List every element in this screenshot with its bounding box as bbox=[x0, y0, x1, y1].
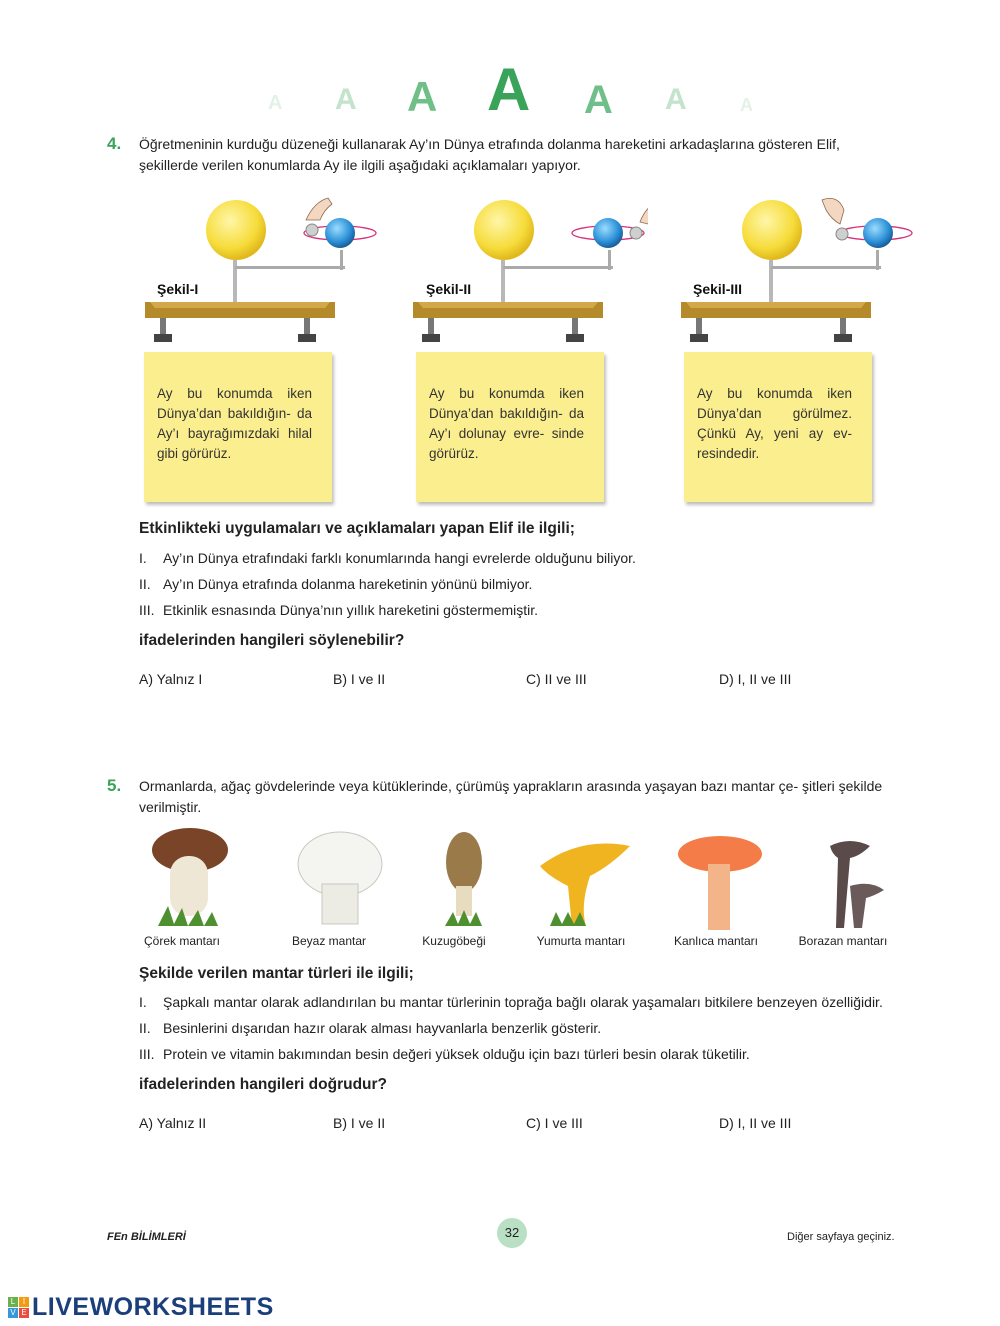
deco-letter: A bbox=[584, 78, 613, 122]
morel-mushroom-image bbox=[445, 832, 482, 926]
mushroom-label: Kanlıca mantarı bbox=[673, 934, 759, 948]
statement-iii bbox=[139, 602, 538, 618]
statement-ii bbox=[139, 1020, 601, 1036]
mushroom-label: Beyaz mantar bbox=[291, 934, 367, 948]
deco-letter: A bbox=[268, 92, 283, 114]
statement-i bbox=[139, 550, 636, 566]
q4-option-d[interactable]: D) I, II ve III bbox=[719, 671, 792, 687]
q4-option-a[interactable]: A) Yalnız I bbox=[139, 671, 203, 687]
note-1-text: Ay bu konumda iken Dünya’dan bakıldığın- da Ay’ı bayrağımızdaki hilal gibi görürüz. bbox=[157, 386, 312, 461]
mushroom-label: Yumurta mantarı bbox=[536, 934, 626, 948]
logo-letter: V bbox=[8, 1308, 18, 1318]
chanterelle-mushroom-image bbox=[540, 844, 630, 927]
question-5-text: Ormanlarda, ağaç gövdelerinde veya kütüklerinde, çürümüş yaprakların arasında yaşayan bazı mantar çe- şitleri şekilde verilmiştir. bbox=[139, 778, 883, 815]
liveworksheets-logo-icon bbox=[8, 1297, 30, 1319]
mushroom-label: Kuzugöbeği bbox=[422, 934, 486, 948]
logo-letter: I bbox=[19, 1297, 29, 1307]
statement-number: I. bbox=[139, 550, 147, 566]
footer-next-page: Diğer sayfaya geçiniz. bbox=[787, 1231, 895, 1243]
question-5-prompt: ifadelerinden hangileri doğrudur? bbox=[139, 1076, 388, 1093]
statement-text: Etkinlik esnasında Dünya’nın yıllık hareketini göstermemiştir. bbox=[163, 602, 539, 618]
deco-letter: A bbox=[487, 56, 531, 123]
mushroom-label: Borazan mantarı bbox=[798, 934, 888, 948]
mushroom-label: Çörek mantarı bbox=[143, 934, 221, 948]
statement-text: Ay’ın Dünya etrafındaki farklı konumlarında hangi evrelerde olduğunu biliyor. bbox=[163, 550, 636, 566]
question-4-heading: Etkinlikteki uygulamaları ve açıklamaları yapan Elif ile ilgili; bbox=[139, 520, 575, 537]
deco-letter: A bbox=[407, 73, 438, 120]
question-5-heading: Şekilde verilen mantar türleri ile ilgili; bbox=[139, 965, 414, 982]
mushroom-illustrations bbox=[130, 826, 910, 936]
q4-option-b[interactable]: B) I ve II bbox=[333, 671, 386, 687]
figure-2-label: Şekil-II bbox=[426, 281, 472, 297]
statement-number: III. bbox=[139, 1046, 155, 1062]
liveworksheets-brand: LIVEWORKSHEETS bbox=[32, 1293, 274, 1321]
note-2-text: Ay bu konumda iken Dünya’dan bakıldığın- da Ay’ı dolunay evre- sinde görürüz. bbox=[429, 386, 584, 461]
saffron-milkcap-image bbox=[678, 836, 762, 930]
page-number: 32 bbox=[497, 1218, 527, 1248]
logo-letter: L bbox=[8, 1297, 18, 1307]
q5-option-a[interactable]: A) Yalnız II bbox=[139, 1115, 207, 1131]
statement-number: III. bbox=[139, 602, 155, 618]
white-mushroom-image bbox=[298, 832, 382, 924]
statement-number: II. bbox=[139, 576, 151, 592]
q4-option-c[interactable]: C) II ve III bbox=[526, 671, 587, 687]
cork-mushroom-image bbox=[152, 828, 228, 926]
statement-text: Şapkalı mantar olarak adlandırılan bu mantar türlerinin toprağa bağlı olarak yaşamaları bitkilere benzeyen özelliğidir. bbox=[163, 994, 883, 1010]
statement-number: I. bbox=[139, 994, 147, 1010]
question-4-prompt: ifadelerinden hangileri söylenebilir? bbox=[139, 632, 405, 649]
figure-1-label: Şekil-I bbox=[157, 281, 199, 297]
figure-3-label: Şekil-III bbox=[693, 281, 743, 297]
statement-text: Besinlerini dışarıdan hazır olarak alması hayvanlarla benzerlik gösterir. bbox=[163, 1020, 602, 1036]
logo-letter: E bbox=[19, 1308, 29, 1318]
deco-letter: A bbox=[740, 95, 753, 115]
question-4-number: 4. bbox=[107, 134, 122, 153]
q5-option-c[interactable]: C) I ve III bbox=[526, 1115, 583, 1131]
statement-text: Ay’ın Dünya etrafında dolanma hareketinin yönünü bilmiyor. bbox=[163, 576, 533, 592]
horn-of-plenty-image bbox=[830, 841, 884, 928]
q5-option-d[interactable]: D) I, II ve III bbox=[719, 1115, 792, 1131]
deco-letter: A bbox=[665, 83, 687, 116]
question-5-number: 5. bbox=[107, 776, 122, 795]
deco-letter: A bbox=[335, 83, 357, 116]
statement-i bbox=[139, 994, 883, 1010]
footer-subject: FEn BİLİMLERİ bbox=[107, 1231, 186, 1243]
statement-iii bbox=[139, 1046, 750, 1062]
q5-option-b[interactable]: B) I ve II bbox=[333, 1115, 386, 1131]
statement-ii bbox=[139, 576, 532, 592]
question-4-text: Öğretmeninin kurduğu düzeneği kullanarak Ay’ın Dünya etrafında dolanma hareketini arkadaşlarına gösteren Elif, şekillerde verilen konumlarda Ay ile ilgili aşağıdaki açıklamaları yapıyor. bbox=[139, 136, 840, 173]
statement-text: Protein ve vitamin bakımından besin değeri yüksek olduğu için bazı türleri besin olarak tüketilir. bbox=[163, 1046, 750, 1062]
note-3-text: Ay bu konumda iken Dünya’dan görülmez. Çünkü Ay, yeni ay ev- resindedir. bbox=[697, 386, 852, 461]
statement-number: II. bbox=[139, 1020, 151, 1036]
